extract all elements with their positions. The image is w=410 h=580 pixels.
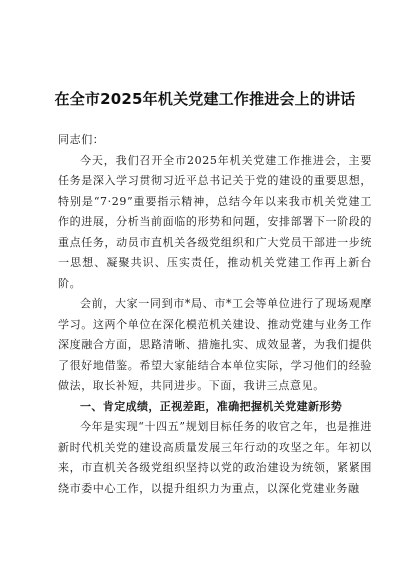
salutation: 同志们： — [58, 133, 105, 146]
paragraph-observation: 会前，大家一同到市*局、市*工会等单位进行了现场观摩学习。这两个单位在深化模范机关建设、推动党建与业务工作深度融合方面，思路清晰、措施扎实、成效显著，为我们提供了很好地借鉴。希望大家能结合本单位实际，学习他们的经验做法，取长补短，共同进步。下面，我讲三点意见。 — [58, 297, 372, 392]
paragraph-opening: 今天，我们召开全市2025年机关党建工作推进会，主要任务是深入学习贯彻习近平总书记关于党的建设的重要思想，特别是“7·29”重要指示精神，总结今年以来我市机关党建工作的进展，分析当前面临的形势和问题，安排部署下一阶段的重点任务，动员市直机关各级党组织和广大党员干部进一步统一思想、凝聚共识、压实责任，推动机关党建工作再上新台阶。 — [58, 153, 372, 290]
section-paragraph: 今年是实现“十四五”规划目标任务的收官之年，也是推进新时代机关党的建设高质量发展三年行动的攻坚之年。年初以来，市直机关各级党组织坚持以党的政治建设为统领，紧紧围绕市委中心工作，以提升组织力为重点，以深化党建业务融 — [58, 420, 372, 495]
document-title: 在全市2025年机关党建工作推进会上的讲话 — [54, 90, 356, 108]
document-body — [58, 130, 372, 499]
section-heading: 一、肯定成绩，正视差距，准确把握机关党建新形势 — [80, 399, 343, 413]
